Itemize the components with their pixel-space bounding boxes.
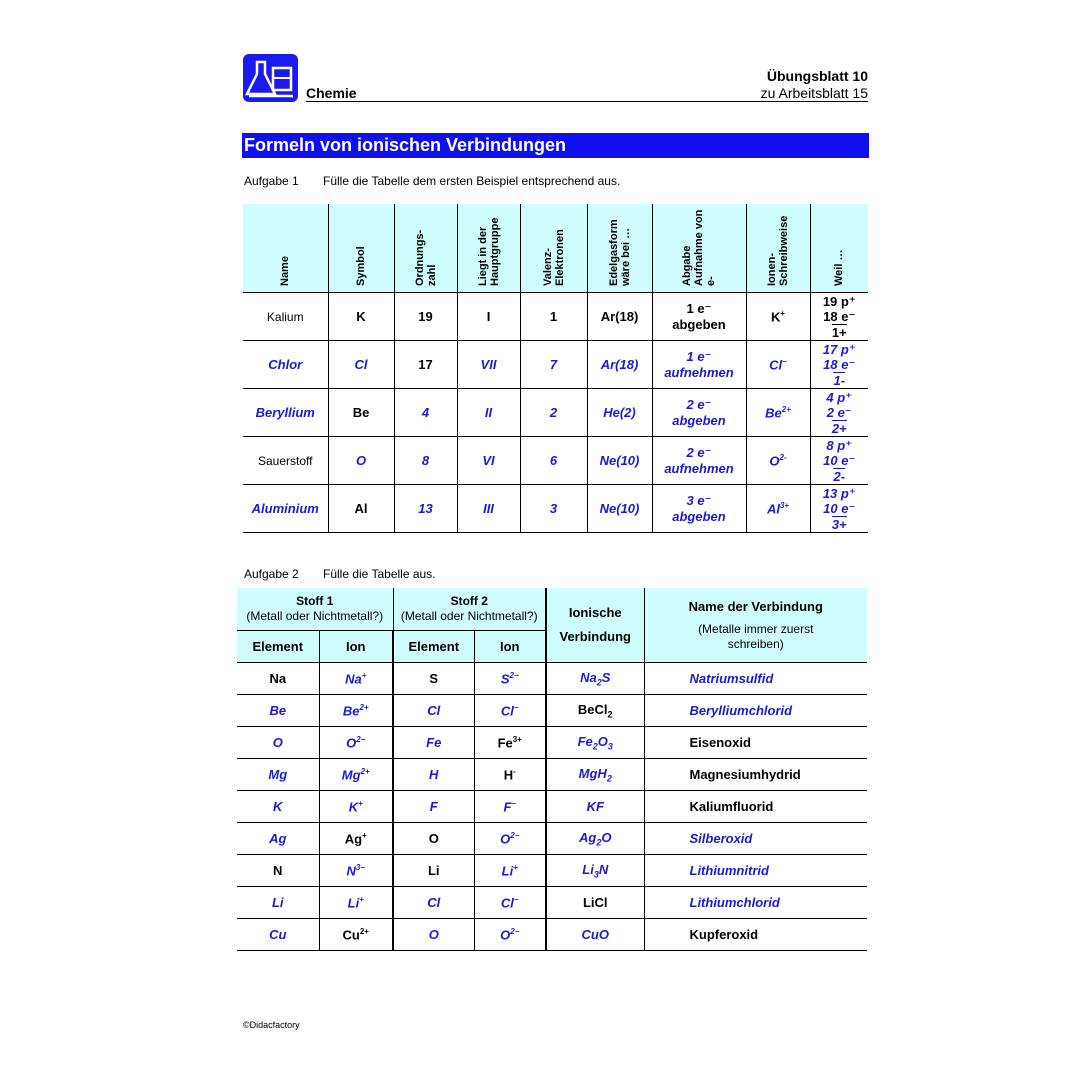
ion1-symbol: K <box>348 799 359 815</box>
task1-label: Aufgabe 1 <box>244 174 299 188</box>
cell-symbol: Be <box>328 389 394 437</box>
cell-formula <box>546 727 644 759</box>
cell-reason <box>810 437 868 485</box>
subject-label: Chemie <box>306 85 357 101</box>
cell-compound-name: Magnesiumhydrid <box>644 759 867 791</box>
ion-charge: 2- <box>779 452 787 462</box>
table-row <box>237 727 867 759</box>
formula-part: Li <box>582 861 594 877</box>
cell-ion1 <box>319 823 393 855</box>
ion1-charge: 2− <box>356 734 366 744</box>
ion2-charge: 2− <box>509 670 519 680</box>
task1-header-cell <box>328 204 394 293</box>
cell-ion-notation <box>746 485 810 533</box>
electron-count: 1 e⁻ <box>686 300 712 316</box>
cell-symbol: Al <box>328 485 394 533</box>
cell-name: Aluminium <box>243 485 328 533</box>
table-row <box>243 485 868 533</box>
task1-header-cell <box>520 204 587 293</box>
charge-result: 3+ <box>831 516 847 532</box>
cell-name: Beryllium <box>243 389 328 437</box>
cell-element2: Fe <box>393 727 474 759</box>
cell-name: Kalium <box>243 293 328 341</box>
task1-header-text: Valenz- Elektronen <box>541 228 566 286</box>
proton-count: 19 p⁺ <box>822 293 856 309</box>
cell-ion2 <box>474 727 546 759</box>
formula-subscript: 3 <box>593 869 599 880</box>
ion2-symbol: Fe <box>497 735 513 751</box>
ion2-charge: 2− <box>510 926 520 936</box>
cell-symbol: Cl <box>328 341 394 389</box>
cell-element1: N <box>237 855 319 887</box>
cell-ion2 <box>474 759 546 791</box>
cell-valence: 6 <box>520 437 587 485</box>
charge-line <box>811 372 869 388</box>
cell-valence: 7 <box>520 341 587 389</box>
formula-part: Na <box>580 669 597 685</box>
cell-element2: H <box>393 759 474 791</box>
cell-ion2 <box>474 695 546 727</box>
charge-result: 2- <box>833 468 846 484</box>
ion1-symbol: Li <box>347 895 360 911</box>
proton-count: 17 p⁺ <box>822 341 856 357</box>
ion1-charge: 2+ <box>359 926 369 936</box>
ion1-symbol: Be <box>342 703 360 719</box>
electron-count: 18 e⁻ <box>823 356 856 372</box>
ion2-symbol: Li <box>501 863 514 879</box>
copyright-footer: ©Didacfactory <box>243 1020 300 1030</box>
cell-ion1 <box>319 695 393 727</box>
electron-line <box>811 357 869 372</box>
cell-name: Sauerstoff <box>243 437 328 485</box>
cell-formula <box>546 823 644 855</box>
task1-header-text: Edelgasform wäre bei … <box>607 218 632 286</box>
ion2-charge: − <box>511 798 517 808</box>
electron-line <box>811 405 869 420</box>
cell-ion1 <box>319 791 393 823</box>
formula-subscript: 2 <box>596 837 602 848</box>
ion-symbol: Be <box>765 405 782 421</box>
ionic-header-line1: Ionische <box>568 605 622 620</box>
charge-result: 1+ <box>831 324 847 340</box>
cell-element1: Na <box>237 663 319 695</box>
cell-noble: Ar(18) <box>587 293 652 341</box>
cell-element1: Be <box>237 695 319 727</box>
charge-line <box>811 420 869 436</box>
formula-part: O <box>597 733 608 749</box>
cell-symbol: O <box>328 437 394 485</box>
cell-ion1 <box>319 919 393 951</box>
ionic-compound-header <box>546 588 644 663</box>
ion1-symbol: O <box>346 735 357 751</box>
cell-element1: O <box>237 727 319 759</box>
cell-group: I <box>457 293 520 341</box>
electron-count: 2 e⁻ <box>686 396 712 412</box>
cell-ion1 <box>319 663 393 695</box>
stoff1-subtitle: (Metall oder Nichtmetall?) <box>246 609 384 623</box>
cell-noble: Ne(10) <box>587 437 652 485</box>
cell-ion-notation <box>746 293 810 341</box>
cell-z: 17 <box>394 341 457 389</box>
task1-header-cell <box>810 204 868 293</box>
compound-name-subtitle: (Metalle immer zuerst schreiben) <box>698 621 814 651</box>
compound-name-title: Name der Verbindung <box>688 598 823 614</box>
exchange-direction: aufnehmen <box>664 364 734 380</box>
cell-ion-notation <box>746 341 810 389</box>
task1-header-text: Weil … <box>833 249 846 286</box>
ion2-charge: - <box>513 766 516 776</box>
formula-part: O <box>601 829 612 845</box>
electron-count: 10 e⁻ <box>823 452 856 468</box>
sheet-title: Übungsblatt 10 <box>766 68 868 84</box>
cell-formula <box>546 791 644 823</box>
cell-element1: Cu <box>237 919 319 951</box>
ion1-charge: + <box>361 670 367 680</box>
task1-table <box>243 204 868 533</box>
ion2-charge: 3+ <box>512 734 522 744</box>
cell-name: Chlor <box>243 341 328 389</box>
element2-header: Element <box>393 631 474 663</box>
cell-element2: O <box>393 823 474 855</box>
ion-charge: 3+ <box>779 500 790 510</box>
ionic-header-line2: Verbindung <box>559 629 631 644</box>
ion2-symbol: H <box>503 767 514 783</box>
table-row <box>237 759 867 791</box>
formula-subscript: 2 <box>592 741 598 752</box>
header-divider <box>306 101 868 102</box>
ion1-charge: 2+ <box>359 702 369 712</box>
cell-reason <box>810 341 868 389</box>
cell-group: VII <box>457 341 520 389</box>
task2-label: Aufgabe 2 <box>244 567 299 581</box>
cell-element1: Mg <box>237 759 319 791</box>
table-row <box>237 823 867 855</box>
proton-count: 13 p⁺ <box>822 485 856 501</box>
electron-line <box>811 453 869 468</box>
table-row <box>243 437 868 485</box>
ion2-header: Ion <box>474 631 546 663</box>
cell-element2: O <box>393 919 474 951</box>
stoff2-title: Stoff 2 <box>450 594 488 608</box>
task1-header-text: Liegt in der Hauptgruppe <box>476 217 501 286</box>
cell-compound-name: Kupferoxid <box>644 919 867 951</box>
cell-ion-notation <box>746 437 810 485</box>
cell-compound-name: Kaliumfluorid <box>644 791 867 823</box>
stoff1-header <box>237 588 393 631</box>
formula-part: CuO <box>581 927 609 942</box>
task1-header-cell <box>243 204 328 293</box>
ion-symbol: O <box>769 453 780 469</box>
ion1-charge: 3− <box>355 862 365 872</box>
cell-electron-exchange <box>652 389 746 437</box>
formula-part: MgH <box>578 765 607 781</box>
task1-header-cell <box>746 204 810 293</box>
ion1-symbol: N <box>346 863 356 879</box>
cell-formula <box>546 919 644 951</box>
ion1-symbol: Ag <box>344 831 363 847</box>
ion2-charge: − <box>513 702 519 712</box>
cell-valence: 1 <box>520 293 587 341</box>
cell-group: III <box>457 485 520 533</box>
task1-header-text: Ionen- Schreibweise <box>766 215 790 286</box>
cell-noble: Ar(18) <box>587 341 652 389</box>
electron-count: 3 e⁻ <box>686 492 712 508</box>
cell-element1: Ag <box>237 823 319 855</box>
cell-ion2 <box>474 919 546 951</box>
cell-compound-name: Lithiumchlorid <box>644 887 867 919</box>
cell-formula <box>546 663 644 695</box>
cell-compound-name: Natriumsulfid <box>644 663 867 695</box>
cell-reason <box>810 293 868 341</box>
stoff2-subtitle: (Metall oder Nichtmetall?) <box>400 609 538 623</box>
cell-ion1 <box>319 759 393 791</box>
formula-part: N <box>598 861 609 877</box>
table-row <box>237 887 867 919</box>
charge-line <box>811 468 869 484</box>
ion-charge: 2+ <box>781 404 791 414</box>
cell-reason <box>810 389 868 437</box>
cell-compound-name: Berylliumchlorid <box>644 695 867 727</box>
ion2-charge: + <box>513 862 518 872</box>
charge-line <box>811 324 869 340</box>
cell-valence: 3 <box>520 485 587 533</box>
charge-result: 2+ <box>831 420 847 436</box>
cell-compound-name: Eisenoxid <box>644 727 867 759</box>
cell-group: II <box>457 389 520 437</box>
task1-header-text: Ordnungs- zahl <box>413 229 438 286</box>
cell-element2: F <box>393 791 474 823</box>
cell-ion2 <box>474 855 546 887</box>
cell-ion1 <box>319 727 393 759</box>
task2-table <box>237 588 867 951</box>
table-row <box>237 791 867 823</box>
task2-instructions: Fülle die Tabelle aus. <box>323 567 436 581</box>
task1-header-cell <box>394 204 457 293</box>
ion2-symbol: F <box>503 799 512 815</box>
ion1-charge: 2+ <box>360 766 370 776</box>
table-row <box>237 919 867 951</box>
ion1-symbol: Cu <box>342 927 360 943</box>
formula-subscript: 2 <box>607 709 613 720</box>
formula-part: S <box>601 669 611 685</box>
table-row <box>237 855 867 887</box>
electron-count: 2 e⁻ <box>686 444 712 460</box>
cell-reason <box>810 485 868 533</box>
cell-element1: K <box>237 791 319 823</box>
cell-element2: Cl <box>393 695 474 727</box>
ion1-charge: + <box>359 894 364 904</box>
ion1-symbol: Na <box>345 671 362 687</box>
formula-subscript: 2 <box>606 773 612 784</box>
cell-valence: 2 <box>520 389 587 437</box>
cell-electron-exchange <box>652 293 746 341</box>
formula-part: LiCl <box>582 895 608 910</box>
formula-part: Ag <box>579 829 597 845</box>
charge-line <box>811 516 869 532</box>
cell-z: 8 <box>394 437 457 485</box>
electron-count: 18 e⁻ <box>823 308 856 324</box>
ion1-symbol: Mg <box>341 767 361 783</box>
formula-part: BeCl <box>577 701 608 717</box>
cell-ion1 <box>319 855 393 887</box>
task1-header-row <box>243 204 868 293</box>
cell-compound-name: Lithiumnitrid <box>644 855 867 887</box>
ion2-symbol: S <box>500 671 510 687</box>
proton-count: 4 p⁺ <box>826 389 853 405</box>
ion-charge: − <box>782 356 787 366</box>
cell-z: 13 <box>394 485 457 533</box>
table-row <box>243 341 868 389</box>
sheet-subtitle: zu Arbeitsblatt 15 <box>760 85 868 101</box>
cell-ion-notation <box>746 389 810 437</box>
cell-electron-exchange <box>652 437 746 485</box>
task1-header-text: Name <box>279 255 292 286</box>
cell-group: VI <box>457 437 520 485</box>
task1-header-cell <box>652 204 746 293</box>
task1-header-cell <box>457 204 520 293</box>
electron-count: 2 e⁻ <box>826 404 852 420</box>
formula-part: Fe <box>577 733 593 749</box>
ion1-charge: + <box>358 798 363 808</box>
cell-electron-exchange <box>652 341 746 389</box>
ion2-symbol: O <box>500 927 511 943</box>
cell-symbol: K <box>328 293 394 341</box>
task1-header-text: Symbol <box>355 245 367 286</box>
ion2-symbol: Cl <box>500 895 514 911</box>
cell-formula <box>546 887 644 919</box>
table-row <box>243 293 868 341</box>
cell-ion2 <box>474 887 546 919</box>
task1-instructions: Fülle die Tabelle dem ersten Beispiel entsprechend aus. <box>323 174 621 188</box>
cell-ion1 <box>319 887 393 919</box>
formula-part: KF <box>586 799 604 814</box>
cell-element2: Li <box>393 855 474 887</box>
cell-element2: Cl <box>393 887 474 919</box>
cell-formula <box>546 759 644 791</box>
formula-subscript: 2 <box>596 677 602 688</box>
electron-count: 10 e⁻ <box>823 500 856 516</box>
cell-noble: He(2) <box>587 389 652 437</box>
compound-name-header <box>644 588 867 663</box>
exchange-direction: abgeben <box>672 412 726 428</box>
table-row <box>237 663 867 695</box>
ion2-charge: 2− <box>510 830 520 840</box>
task1-header-cell <box>587 204 652 293</box>
ion1-header: Ion <box>319 631 393 663</box>
cell-ion2 <box>474 791 546 823</box>
exchange-direction: aufnehmen <box>664 460 734 476</box>
proton-count: 8 p⁺ <box>826 437 853 453</box>
table-row <box>237 695 867 727</box>
ion-symbol: Cl <box>769 357 783 373</box>
stoff2-header <box>393 588 546 631</box>
exchange-direction: abgeben <box>672 316 726 332</box>
stoff1-title: Stoff 1 <box>296 594 334 608</box>
electron-count: 1 e⁻ <box>686 348 712 364</box>
table-row <box>243 389 868 437</box>
ion-charge: + <box>780 308 786 318</box>
ion2-symbol: Cl <box>500 703 514 719</box>
formula-subscript: 3 <box>607 741 613 752</box>
element1-header: Element <box>237 631 319 663</box>
cell-electron-exchange <box>652 485 746 533</box>
ion-symbol: K <box>770 309 781 325</box>
task1-header-text: Abgabe Aufnahme von e- <box>681 209 717 286</box>
cell-element2: S <box>393 663 474 695</box>
cell-element1: Li <box>237 887 319 919</box>
electron-line <box>811 501 869 516</box>
cell-formula <box>546 855 644 887</box>
lab-flask-icon <box>243 54 298 102</box>
cell-ion2 <box>474 663 546 695</box>
charge-result: 1- <box>833 372 846 388</box>
cell-formula <box>546 695 644 727</box>
cell-z: 19 <box>394 293 457 341</box>
cell-compound-name: Silberoxid <box>644 823 867 855</box>
cell-z: 4 <box>394 389 457 437</box>
ion2-charge: − <box>513 894 519 904</box>
ion1-charge: + <box>362 830 367 840</box>
exchange-direction: abgeben <box>672 508 726 524</box>
page-title: Formeln von ionischen Verbindungen <box>242 133 869 158</box>
electron-line <box>811 309 869 324</box>
cell-ion2 <box>474 823 546 855</box>
ion2-symbol: O <box>500 831 511 847</box>
cell-noble: Ne(10) <box>587 485 652 533</box>
ion-symbol: Al <box>766 501 780 517</box>
